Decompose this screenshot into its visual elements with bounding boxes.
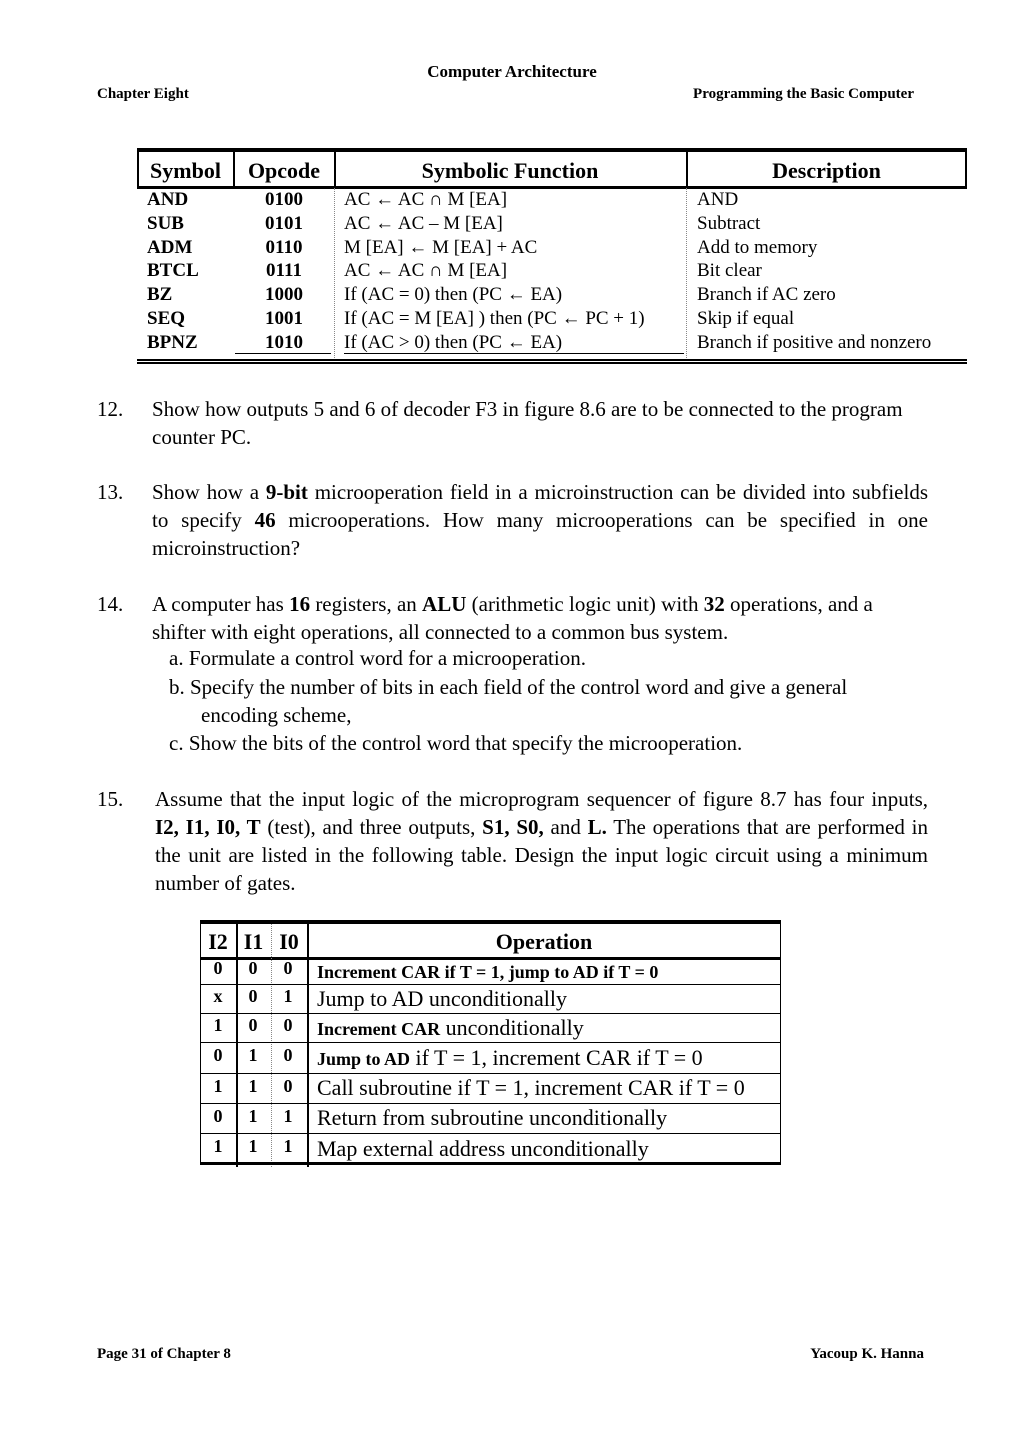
cell-operation: Call subroutine if T = 1, increment CAR if T = 0 (317, 1075, 745, 1100)
sub-question-a: a. Formulate a control word for a microoperation. (169, 646, 586, 670)
cell-i2: 1 (213, 1076, 223, 1096)
cell-i2: 0 (213, 1045, 223, 1065)
table-row (137, 283, 967, 307)
cell-i0: 0 (283, 1015, 293, 1035)
table-header-row (200, 924, 781, 960)
table-body (137, 188, 967, 355)
cell-operation: Increment CAR unconditionally (317, 1015, 584, 1040)
cell-operation: Map external address unconditionally (317, 1136, 649, 1161)
cell-i1: 1 (248, 1136, 258, 1156)
table-row (200, 1013, 781, 1043)
question-14 (97, 590, 928, 757)
header-title: Computer Architecture (427, 62, 597, 81)
question-12 (97, 395, 928, 451)
cell-opcode: 1000 (265, 284, 303, 306)
table-row (200, 984, 781, 1014)
question-number: 13. (97, 480, 124, 504)
cell-opcode: 0111 (266, 260, 302, 282)
cell-description: Branch if AC zero (697, 284, 836, 306)
cell-opcode: 0101 (265, 212, 303, 234)
cell-i2: 1 (213, 1015, 223, 1035)
col-header-operation: Operation (495, 929, 593, 954)
question-text: Show how outputs 5 and 6 of decoder F3 in figure 8.6 are to be connected to the program counter PC. (152, 397, 903, 449)
col-header-opcode: Opcode (247, 158, 321, 183)
cell-symbol: AND (147, 189, 189, 210)
cell-operation: Increment CAR if T = 1, jump to AD if T = 0 (317, 962, 659, 982)
col-header-description: Description (772, 158, 881, 183)
table-row (137, 212, 967, 236)
header-chapter: Chapter Eight (97, 86, 189, 102)
table-row (137, 236, 967, 260)
question-13 (97, 478, 928, 562)
table-header-row (137, 156, 967, 189)
table-col-divider (686, 152, 688, 186)
col-header-symbol: Symbol (150, 158, 221, 183)
header-section: Programming the Basic Computer (693, 86, 914, 102)
cell-description: Bit clear (697, 260, 762, 282)
cell-description: Skip if equal (697, 307, 795, 329)
table-row (137, 307, 967, 331)
cell-opcode: 1001 (265, 307, 303, 329)
question-text: Assume that the input logic of the microprogram sequencer of figure 8.7 has four inputs, I2, I1, I0, T (test), and three outputs, S1, S0, and L. The operations that are performed in the unit are listed in the following table. Design the input logic circuit using a minimum number of gates. (155, 787, 928, 895)
table-col-divider (334, 152, 336, 186)
question-15 (97, 785, 928, 897)
question-number: 12. (97, 397, 124, 421)
cell-operation: Jump to AD unconditionally (317, 986, 567, 1011)
cell-i2: 0 (213, 958, 223, 978)
cell-symbol: BTCL (147, 260, 199, 282)
cell-opcode: 0110 (265, 236, 303, 258)
cell-i1: 0 (248, 986, 258, 1006)
operation-table (200, 920, 781, 1165)
cell-i1: 1 (248, 1045, 258, 1065)
question-text: A computer has 16 registers, an ALU (arithmetic logic unit) with 32 operations, and a shifter with eight operations, all connected to a common bus system. (152, 592, 873, 644)
table-top-rule (137, 148, 967, 152)
cell-i0: 0 (283, 958, 293, 978)
cell-symbol: SEQ (147, 307, 186, 329)
table-row (137, 331, 967, 355)
cell-i1: 0 (248, 1015, 258, 1035)
col-header-i1: I1 (243, 929, 264, 954)
cell-i0: 0 (283, 1045, 293, 1065)
table-bottom-rule (137, 359, 967, 364)
cell-function: AC ← AC – M [EA] (344, 212, 503, 234)
cell-i2: 0 (213, 1106, 223, 1126)
cell-i2: x (213, 986, 223, 1006)
col-header-function: Symbolic Function (421, 158, 599, 183)
table-row (137, 188, 967, 212)
cell-i2: 1 (213, 1136, 223, 1156)
cell-i1: 1 (248, 1076, 258, 1096)
cell-function: AC ← AC ∩ M [EA] (344, 260, 508, 282)
table-row (200, 1073, 781, 1104)
instruction-table (137, 148, 967, 366)
cell-function: If (AC = M [EA] ) then (PC ← PC + 1) (344, 307, 645, 329)
cell-description: AND (697, 189, 739, 210)
cell-symbol: SUB (147, 212, 184, 234)
function-underline (344, 353, 684, 354)
col-header-i2: I2 (208, 929, 228, 954)
cell-opcode: 0100 (265, 189, 303, 210)
question-text: Show how a 9-bit microoperation field in a microinstruction can be divided into subfields to specify 46 microoperations. How many microoperations can be specified in one microinstruction? (152, 480, 928, 560)
cell-opcode: 1010 (265, 331, 303, 353)
table-row (137, 259, 967, 283)
table-row (200, 957, 781, 985)
cell-i1: 1 (248, 1106, 258, 1126)
table-bottom-rule (200, 1162, 781, 1165)
cell-operation: Return from subroutine unconditionally (317, 1105, 668, 1130)
cell-description: Subtract (697, 212, 761, 234)
cell-description: Branch if positive and nonzero (697, 331, 932, 353)
table-row (200, 1133, 781, 1164)
cell-function: M [EA] ← M [EA] + AC (344, 236, 538, 258)
cell-operation: Jump to AD if T = 1, increment CAR if T = 0 (317, 1045, 703, 1070)
table-row (200, 1103, 781, 1134)
cell-i0: 1 (283, 1106, 293, 1126)
cell-i0: 1 (283, 986, 293, 1006)
cell-function: If (AC > 0) then (PC ← EA) (344, 331, 563, 353)
cell-i0: 0 (283, 1076, 293, 1096)
sub-question-b: b. Specify the number of bits in each field of the control word and give a general encoding scheme, (169, 675, 848, 727)
footer-page: Page 31 of Chapter 8 (97, 1346, 231, 1362)
cell-description: Add to memory (697, 236, 818, 258)
question-number: 14. (97, 592, 124, 616)
table-row (200, 1042, 781, 1074)
sub-question-c: c. Show the bits of the control word that specify the microoperation. (169, 731, 743, 755)
cell-function: If (AC = 0) then (PC ← EA) (344, 284, 563, 306)
cell-symbol: ADM (147, 236, 193, 258)
table-border-left (137, 152, 139, 186)
cell-i0: 1 (283, 1136, 293, 1156)
cell-i1: 0 (248, 958, 258, 978)
opcode-underline (235, 353, 331, 354)
table-border-right (965, 152, 967, 186)
footer-author: Yacoup K. Hanna (810, 1346, 924, 1362)
cell-symbol: BZ (147, 284, 173, 306)
table-col-divider (233, 152, 235, 186)
cell-function: AC ← AC ∩ M [EA] (344, 189, 508, 210)
cell-symbol: BPNZ (147, 331, 198, 353)
question-number: 15. (97, 787, 124, 811)
col-header-i0: I0 (279, 929, 299, 954)
